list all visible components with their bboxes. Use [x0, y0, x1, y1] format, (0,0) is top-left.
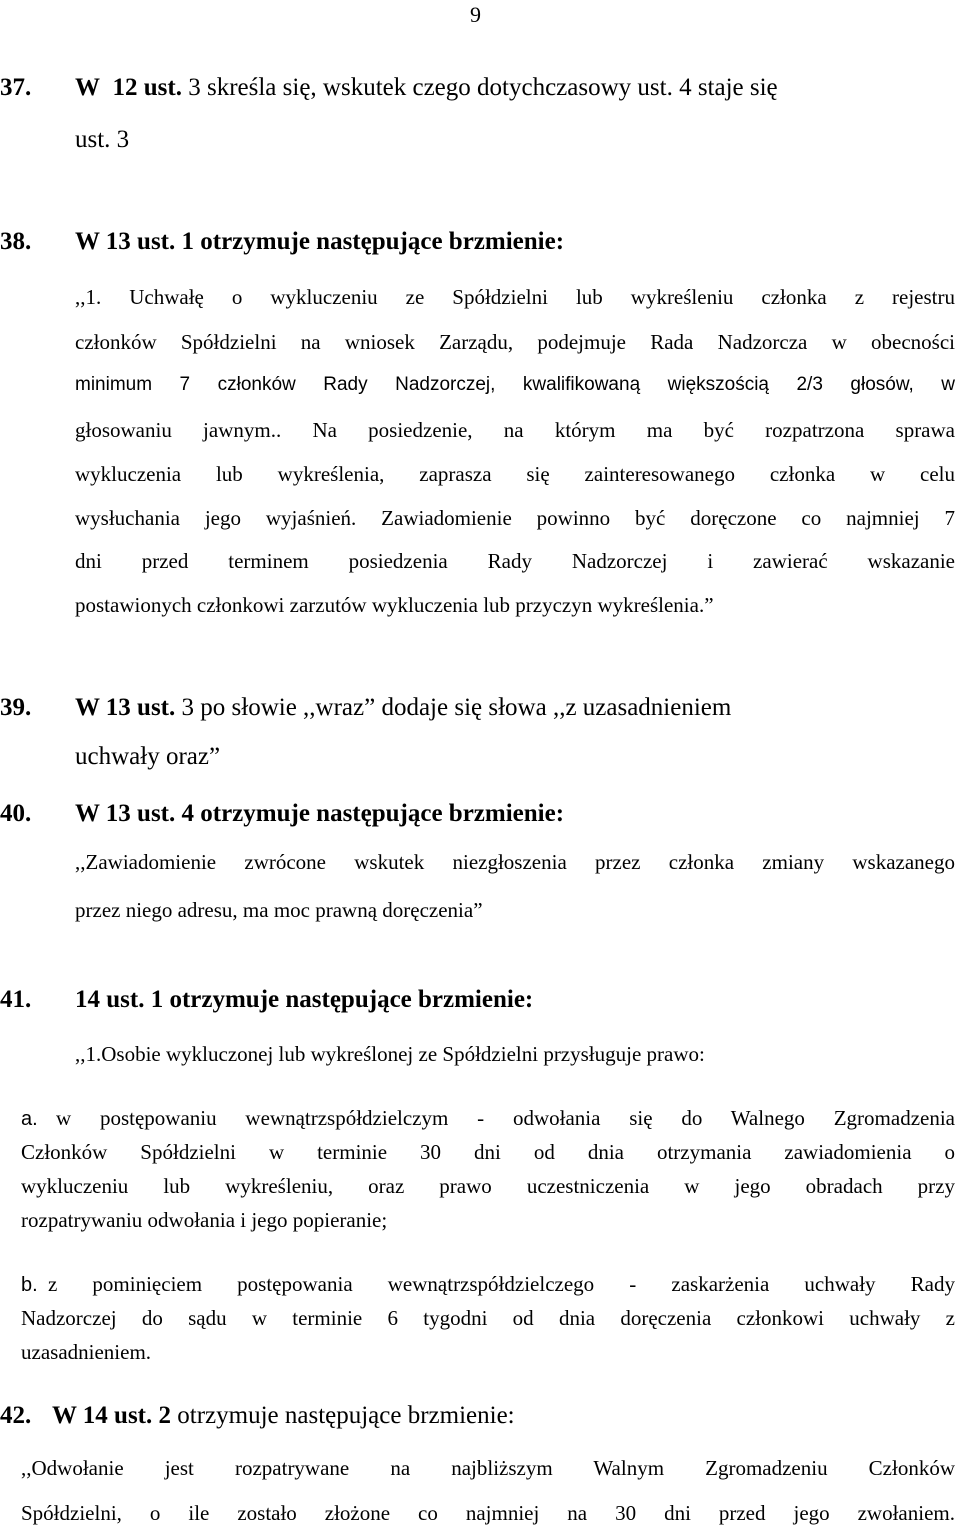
item-40-line: ,,Zawiadomienie zwrócone wskutek niezgłoszenia przez członka zmiany wskazanego	[75, 850, 955, 874]
item-42-line: Spółdzielni, o ile zostało złożone co najmniej na 30 dni przed jego zwołaniem.	[21, 1501, 955, 1525]
item-40-number: 40.	[0, 800, 32, 827]
item-37-line-1	[75, 74, 778, 102]
item-40-line: przez niego adresu, ma moc prawną doręczenia”	[75, 898, 483, 922]
item-38-line: wykluczenia lub wykreślenia, zaprasza się zainteresowanego członka w celu	[75, 462, 955, 486]
item-37-number: 37.	[0, 74, 32, 101]
item-38-line: postawionych członkowi zarzutów wykluczenia lub przyczyn wykreślenia.”	[75, 593, 714, 617]
page-number: 9	[470, 2, 481, 27]
item-42-bold: W 14 ust. 2	[52, 1402, 172, 1429]
item-38-line: głosowaniu jawnym.. Na posiedzenie, na którym ma być rozpatrzona sprawa	[75, 418, 955, 442]
item-39-text: 3 po słowie ,,wraz” dodaje się słowa ,,z uzasadnieniem	[175, 694, 732, 721]
item-41-heading: 14 ust. 1 otrzymuje następujące brzmienie:	[75, 986, 534, 1013]
item-39-line-2: uchwały oraz”	[75, 743, 221, 770]
item-41-b-line: Nadzorczej do sądu w terminie 6 tygodni od dnia doręczenia członkowi uchwały z	[21, 1306, 955, 1330]
item-37-w: W	[75, 74, 100, 101]
item-41-a-line: Członków Spółdzielni w terminie 30 dni od dnia otrzymania zawiadomienia o	[21, 1140, 955, 1164]
item-39-bold: W 13 ust.	[75, 694, 176, 721]
item-41-a-line: rozpatrywaniu odwołania i jego popieranie;	[21, 1208, 388, 1232]
item-38-line: członków Spółdzielni na wniosek Zarządu, podejmuje Rada Nadzorcza w obecności	[75, 330, 955, 354]
item-41-a-line: wykluczeniu lub wykreśleniu, oraz prawo uczestniczenia w jego obradach przy	[21, 1174, 955, 1198]
item-37-text: 3 skreśla się, wskutek czego dotychczasowy ust. 4 staje się	[181, 74, 778, 101]
item-41-b-label: b.	[21, 1274, 38, 1296]
item-41-a-label: a.	[21, 1108, 38, 1130]
item-41-b-line: uzasadnieniem.	[21, 1340, 152, 1364]
item-42-number: 42.	[0, 1402, 32, 1429]
item-37-line-2: ust. 3	[75, 126, 130, 153]
item-38-number: 38.	[0, 228, 32, 255]
item-39-line-1	[75, 694, 731, 722]
item-42-line: ,,Odwołanie jest rozpatrywane na najbliższym Walnym Zgromadzeniu Członków	[21, 1456, 955, 1480]
item-41-number: 41.	[0, 986, 32, 1013]
item-38-line: ,,1. Uchwałę o wykluczeniu ze Spółdzielni lub wykreśleniu członka z rejestru	[75, 285, 955, 309]
item-38-heading: W 13 ust. 1 otrzymuje następujące brzmienie:	[75, 228, 565, 255]
item-38-line: minimum 7 członków Rady Nadzorczej, kwalifikowaną większością 2/3 głosów, w	[75, 374, 955, 395]
item-41-a-line: w postępowaniu wewnątrzspółdzielczym - odwołania się do Walnego Zgromadzenia	[56, 1106, 955, 1130]
item-37-ref: 12 ust.	[112, 74, 182, 101]
item-42-text: otrzymuje następujące brzmienie:	[171, 1402, 515, 1429]
item-38-line: dni przed terminem posiedzenia Rady Nadzorczej i zawierać wskazanie	[75, 549, 955, 573]
item-38-line: wysłuchania jego wyjaśnień. Zawiadomienie powinno być doręczone co najmniej 7	[75, 506, 955, 530]
item-41-b-line: z pominięciem postępowania wewnątrzspółdzielczego - zaskarżenia uchwały Rady	[48, 1272, 955, 1296]
item-42-line-1	[52, 1402, 515, 1430]
item-41-intro: ,,1.Osobie wykluczonej lub wykreślonej ze Spółdzielni przysługuje prawo:	[75, 1042, 705, 1066]
item-39-number: 39.	[0, 694, 32, 721]
item-40-heading: W 13 ust. 4 otrzymuje następujące brzmienie:	[75, 800, 565, 827]
